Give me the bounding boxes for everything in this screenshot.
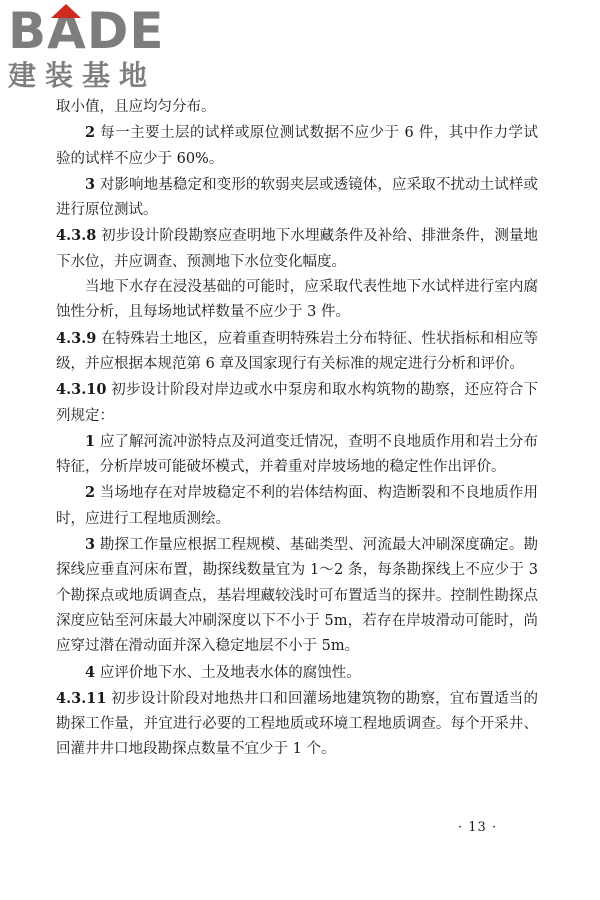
paragraph-1: 2 每一主要土层的试样或原位测试数据不应少于 6 件，其中作力学试验的试样不应少于 60%。 bbox=[56, 124, 538, 167]
paragraph-7: 1 应了解河流冲淤特点及河道变迁情况，查明不良地质作用和岩土分布特征，分析岸坡可能破坏模式，并着重对岸坡场地的稳定性作出评价。 bbox=[56, 432, 539, 476]
logo-letter-a: A bbox=[47, 2, 87, 60]
logo-tagline: 建装基地 bbox=[8, 59, 157, 92]
paragraph-4: 当地下水存在浸没基础的可能时，应采取代表性地下水试样进行室内腐蚀性分析，且每场地试样数量不应少于 3 件。 bbox=[56, 279, 538, 321]
clause-4-3-10: 4.3.10 初步设计阶段对岸边或水中泵房和取水构筑物的勘察，还应符合下列规定： bbox=[56, 381, 539, 424]
paragraph-0: 取小值，且应均匀分布。 bbox=[56, 99, 216, 115]
logo-wordmark bbox=[8, 4, 165, 58]
logo-roof-icon bbox=[51, 4, 81, 18]
document-body bbox=[56, 94, 538, 763]
logo-letters-de: DE bbox=[86, 2, 165, 60]
clause-4-3-8: 4.3.8 初步设计阶段勘察应查明地下水埋藏条件及补给、排泄条件，测量地下水位，并应调查、预测地下水位变化幅度。 bbox=[56, 227, 539, 270]
clause-4-3-11: 4.3.11 初步设计阶段对地热井口和回灌场地建筑物的勘察，宜布置适当的勘探工作量，并宜进行必要的工程地质或环境工程地质调查。每个开采井、回灌井井口地段勘探点数量不宜少于 1 个。 bbox=[56, 689, 539, 758]
paragraph-9: 3 勘探工作量应根据工程规模、基础类型、河流最大冲刷深度确定。勘探线应垂直河床布置，勘探线数量宜为 1～2 条，每条勘探线上不应少于 3 个勘探点或地质调查点，基岩埋藏较浅时可布置适当的探井。控制性勘探点深度应钻至河床最大冲刷深度以下不小于 5m，若存在岸坡滑动可能时，尚应穿过潜在滑动面并深入稳定地层不小于 5m。 bbox=[56, 536, 539, 655]
page-number: · 13 · bbox=[458, 820, 498, 835]
paragraph-2: 3 对影响地基稳定和变形的软弱夹层或透镜体，应采取不扰动土试样或进行原位测试。 bbox=[56, 175, 539, 219]
clause-4-3-9: 4.3.9 在特殊岩土地区，应着重查明特殊岩土分布特征、性状指标和相应等级，并应根据本规范第 6 章及国家现行有关标准的规定进行分析和评价。 bbox=[56, 329, 539, 372]
logo-letter-b: B bbox=[8, 2, 48, 60]
paragraph-10: 4 应评价地下水、土及地表水体的腐蚀性。 bbox=[85, 663, 361, 681]
paragraph-8: 2 当场地存在对岸坡稳定不利的岩体结构面、构造断裂和不良地质作用时，应进行工程地质测绘。 bbox=[56, 484, 539, 527]
bade-logo bbox=[8, 4, 178, 96]
